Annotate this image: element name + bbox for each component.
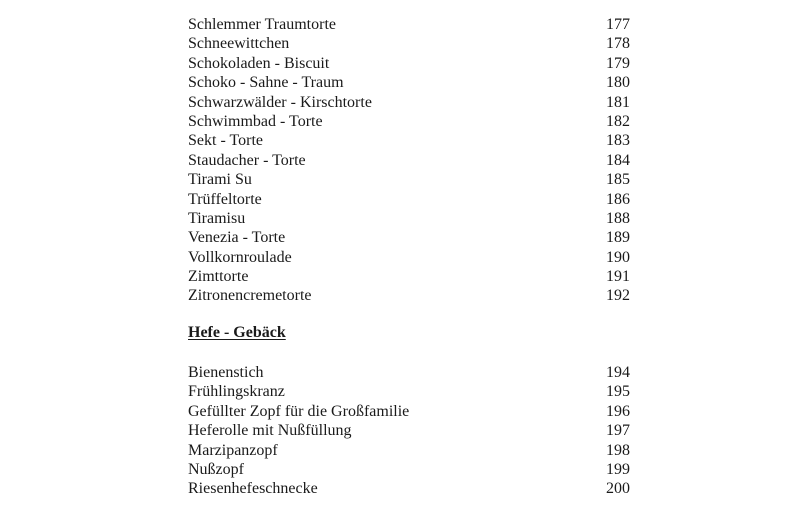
toc-entry <box>188 34 630 53</box>
entry-title: Bienenstich <box>188 364 264 381</box>
entry-title: Zitronencremetorte <box>188 287 312 305</box>
toc-entry <box>188 131 630 150</box>
entry-page-number: 196 <box>606 402 630 420</box>
entry-title: Venezia - Torte <box>188 229 286 247</box>
entry-title: Zimttorte <box>188 268 249 286</box>
entry-title: Sekt - Torte <box>188 132 264 150</box>
entry-page-number: 188 <box>606 209 630 227</box>
entry-title: Marzipanzopf <box>188 441 278 459</box>
entry-page-number: 189 <box>606 229 630 247</box>
entry-title: Vollkornroulade <box>188 248 292 266</box>
entry-page-number: 181 <box>606 93 630 111</box>
entry-page-number: 177 <box>606 16 630 33</box>
toc-entry <box>188 93 630 112</box>
toc-entry <box>188 382 630 401</box>
entry-page-number: 183 <box>606 132 630 150</box>
toc-entry <box>188 248 630 267</box>
toc-entry <box>188 402 630 421</box>
toc-entry <box>188 209 630 228</box>
entry-title: Staudacher - Torte <box>188 151 306 169</box>
toc-list-torten <box>188 15 630 306</box>
toc-entry <box>188 15 630 34</box>
entry-title: Schlemmer Traumtorte <box>188 16 336 33</box>
toc-entry <box>188 228 630 247</box>
entry-title: Tiramisu <box>188 209 246 227</box>
entry-page-number: 195 <box>606 383 630 401</box>
entry-page-number: 185 <box>606 171 630 189</box>
entry-page-number: 191 <box>606 268 630 286</box>
entry-title: Frühlingskranz <box>188 383 285 401</box>
toc-entry <box>188 441 630 460</box>
entry-page-number: 180 <box>606 74 630 92</box>
toc-list-hefe-gebaeck <box>188 363 630 499</box>
entry-title: Riesenhefeschnecke <box>188 480 318 498</box>
toc-entry <box>188 286 630 305</box>
entry-page-number: 182 <box>606 112 630 130</box>
toc-entry <box>188 421 630 440</box>
toc-entry <box>188 54 630 73</box>
toc-entry <box>188 73 630 92</box>
entry-title: Schneewittchen <box>188 35 290 53</box>
toc-entry <box>188 479 630 498</box>
toc-entry <box>188 363 630 382</box>
entry-page-number: 179 <box>606 54 630 72</box>
entry-title: Schwimmbad - Torte <box>188 112 323 130</box>
entry-title: Tirami Su <box>188 171 252 189</box>
toc-entry <box>188 460 630 479</box>
entry-page-number: 199 <box>606 460 630 478</box>
entry-title: Gefüllter Zopf für die Großfamilie <box>188 402 410 420</box>
entry-page-number: 186 <box>606 190 630 208</box>
entry-title: Nußzopf <box>188 460 244 478</box>
entry-page-number: 200 <box>606 480 630 498</box>
entry-page-number: 192 <box>606 287 630 305</box>
entry-page-number: 198 <box>606 441 630 459</box>
entry-page-number: 190 <box>606 248 630 266</box>
toc-entry <box>188 267 630 286</box>
toc-entry <box>188 112 630 131</box>
entry-title: Schwarzwälder - Kirschtorte <box>188 93 372 111</box>
toc-entry <box>188 190 630 209</box>
entry-page-number: 178 <box>606 35 630 53</box>
toc-entry <box>188 170 630 189</box>
entry-title: Trüffeltorte <box>188 190 262 208</box>
toc-entry <box>188 151 630 170</box>
entry-title: Schoko - Sahne - Traum <box>188 74 344 92</box>
entry-page-number: 184 <box>606 151 630 169</box>
entry-page-number: 197 <box>606 422 630 440</box>
entry-title: Heferolle mit Nußfüllung <box>188 422 352 440</box>
entry-page-number: 194 <box>606 364 630 381</box>
section-heading-hefe-gebaeck: Hefe - Gebäck <box>188 324 286 341</box>
entry-title: Schokoladen - Biscuit <box>188 54 330 72</box>
